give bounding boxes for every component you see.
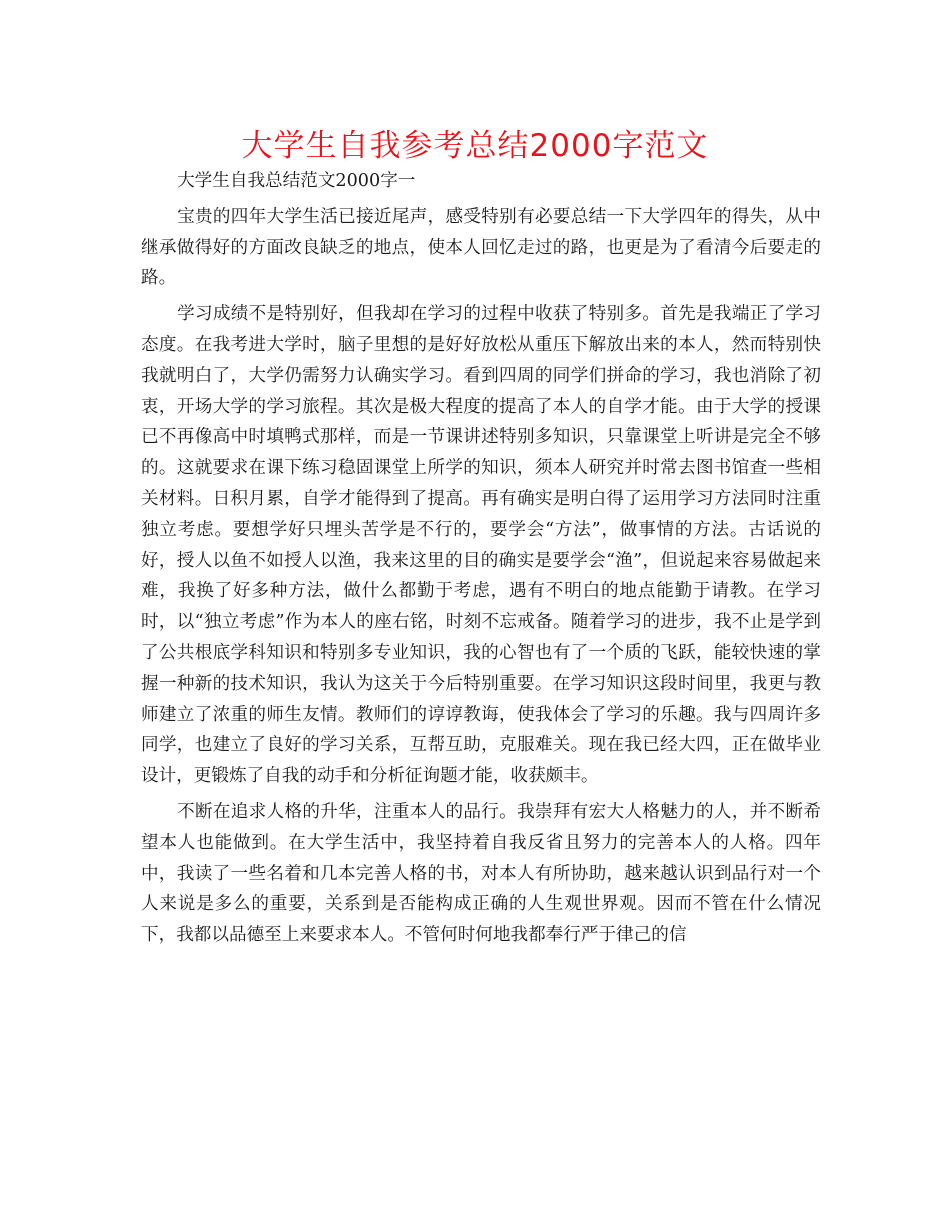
paragraph-1: 宝贵的四年大学生活已接近尾声，感受特别有必要总结一下大学四年的得失，从中继承做得好的方面改良缺乏的地点，使本人回忆走过的路，也更是为了看清今后要走的路。 [141, 206, 821, 289]
document-title: 大学生自我参考总结2000字范文 [241, 128, 709, 164]
document-subtitle: 大学生自我总结范文2000字一 [177, 171, 416, 191]
document-body [141, 166, 821, 951]
paragraph-2: 学习成绩不是特别好，但我却在学习的过程中收获了特别多。首先是我端正了学习态度。在我考进大学时，脑子里想的是好好放松从重压下解放出来的本人，然而特别快我就明白了，大学仍需努力认确实学习。看到四周的同学们拼命的学习，我也消除了初衷，开场大学的学习旅程。其次是极大程度的提高了本人的自学才能。由于大学的授课已不再像高中时填鸭式那样，而是一节课讲述特别多知识，只靠课堂上听讲是完全不够的。这就要求在课下练习稳固课堂上所学的知识，须本人研究并时常去图书馆查一些相关材料。日积月累，自学才能得到了提高。再有确实是明白得了运用学习方法同时注重独立考虑。要想学好只埋头苦学是不行的，要学会“方法”，做事情的方法。古话说的好，授人以鱼不如授人以渔，我来这里的目的确实是要学会“渔”，但说起来容易做起来难，我换了好多种方法，做什么都勤于考虑，遇有不明白的地点能勤于请教。在学习时，以“独立考虑”作为本人的座右铭，时刻不忘戒备。随着学习的进步，我不止是学到了公共根底学科知识和特别多专业知识，我的心智也有了一个质的飞跃，能较快速的掌握一种新的技术知识，我认为这关于今后特别重要。在学习知识这段时间里，我更与教师建立了浓重的师生友情。教师们的谆谆教诲，使我体会了学习的乐趣。我与四周许多同学，也建立了良好的学习关系，互帮互助，克服难关。现在我已经大四，正在做毕业设计，更锻炼了自我的动手和分析征询题才能，收获颇丰。 [141, 304, 821, 787]
paragraph-3: 不断在追求人格的升华，注重本人的品行。我崇拜有宏大人格魅力的人，并不断希望本人也能做到。在大学生活中，我坚持着自我反省且努力的完善本人的人格。四年中，我读了一些名着和几本完善人格的书，对本人有所协助，越来越认识到品行对一个人来说是多么的重要，关系到是否能构成正确的人生观世界观。因而不管在什么情况下，我都以品德至上来要求本人。不管何时何地我都奉行严于律己的信 [141, 801, 821, 946]
